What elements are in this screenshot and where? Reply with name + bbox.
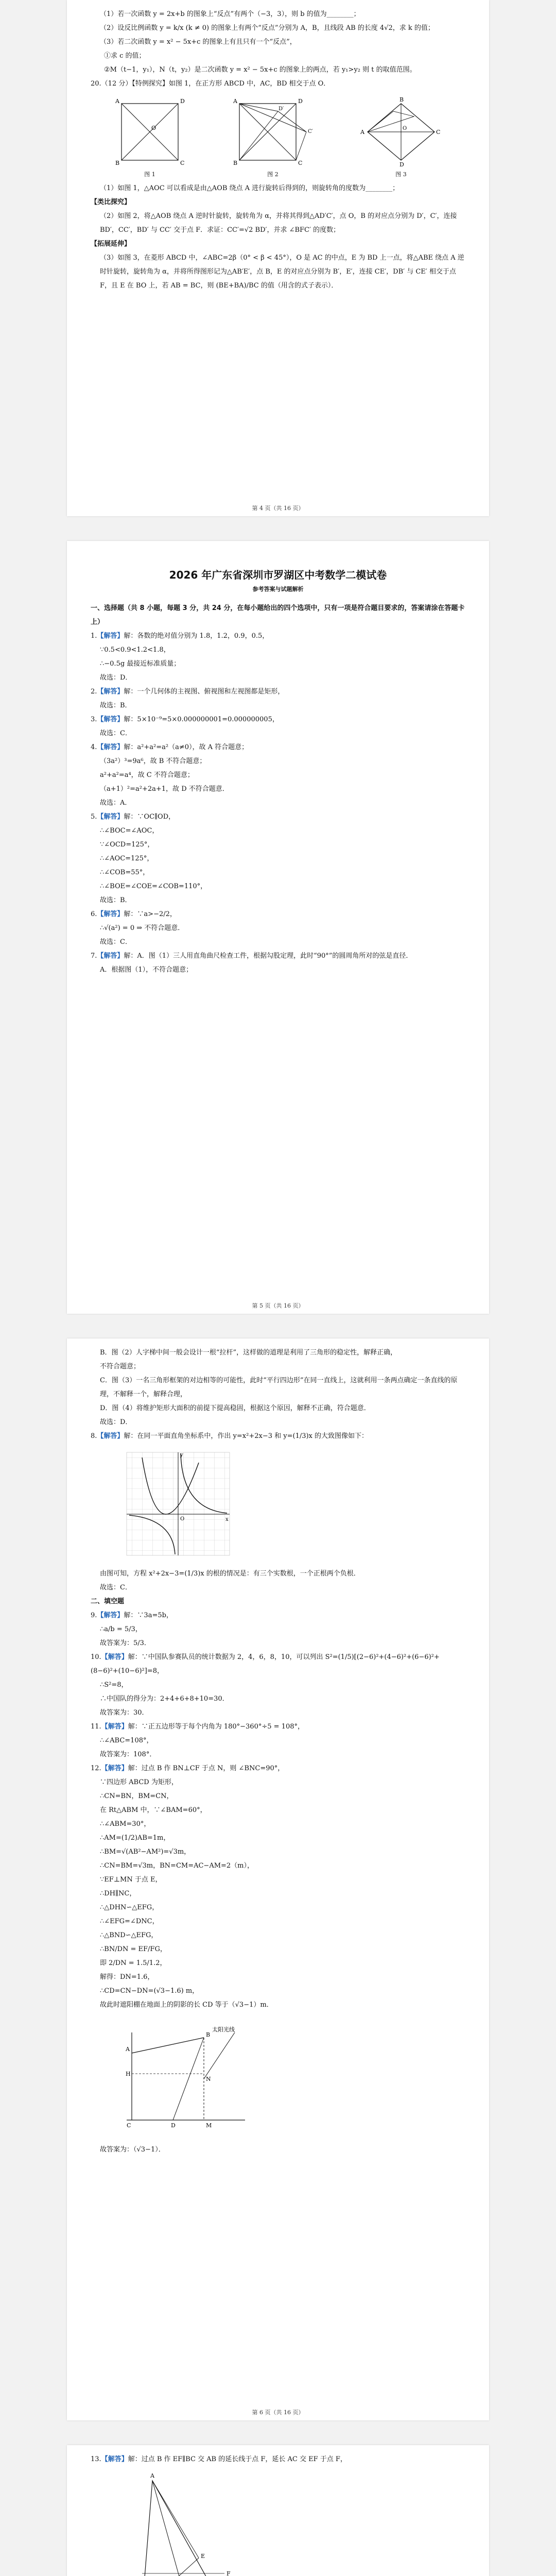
text-line: ∵∠OCD=125°， <box>100 841 154 849</box>
question-answer: 9.【解答】解：∵3a=5b， <box>91 1612 173 1619</box>
answer-list <box>91 2452 465 2466</box>
svg-text:A: A <box>233 98 237 105</box>
square-diagram-2 <box>229 96 317 168</box>
text-line: ∵0.5<0.9<1.2<1.8， <box>100 646 170 654</box>
svg-text:C: C <box>180 160 185 166</box>
text-line: 故选：C． <box>100 1584 132 1591</box>
text-line: 故答案为：30． <box>100 1709 149 1717</box>
svg-text:E: E <box>201 2553 205 2560</box>
text-line: ∴CN=BN，BM=CN， <box>100 1792 173 1800</box>
question-answer: 10.【解答】解：∵中国队参赛队员的统计数据为 2，4，6，8，10，可以列出 S²=(1/5)[(2−6)²+(4−6)²+(6−6)²+(8−6)²+(10−6)²]=8， <box>91 1653 440 1675</box>
svg-text:F: F <box>227 2570 231 2576</box>
rhombus-diagram-3 <box>357 96 445 168</box>
svg-text:D: D <box>298 98 303 105</box>
text-line: ∴∠EFG=∠DNC， <box>100 1918 159 1925</box>
text-line: ∴∠AOC=125°， <box>100 855 154 862</box>
svg-text:B: B <box>399 96 404 103</box>
svg-text:O: O <box>180 1516 185 1522</box>
point-label: B <box>206 2031 211 2038</box>
text-line: ∴CN=BM=√3m，BN=CM=AC−AM=2（m）， <box>100 1862 254 1870</box>
question-answer: 1.【解答】解：各数的绝对值分别为 1.8，1.2，0.9，0.5， <box>91 632 269 640</box>
text-line: C．图（3）一名三角形框架的对边相等的可能性，此时“平行四边形”在同一直线上，这就利用一条两点确定一条直线的原理，不解释一个，解释合理， <box>100 1377 458 1398</box>
text-line: ∴△BND∽△EFG， <box>100 1931 158 1939</box>
answer-list <box>91 2143 465 2157</box>
text-line: （2）如图 2，将△AOB 绕点 A 逆时针旋转，旋转角为 α，并将其得到△AD′C′，点 O，B 的对应点分别为 D′，C′，连接 BD′，CC′，BD′ 与 CC′ 交于点 F．求证：CC′=√2 BD′，并求 ∠BFC′ 的度数； <box>100 212 457 234</box>
svg-text:B: B <box>233 160 238 166</box>
page-footer: 第 5 页（共 16 页） <box>252 1302 304 1309</box>
text-line: ∴∠ABM=30°， <box>100 1820 151 1828</box>
parabola-graph <box>121 1447 465 1563</box>
text-line: ∵四边形 ABCD 为矩形， <box>100 1778 178 1786</box>
text-line: 故选：B． <box>100 702 132 709</box>
text-line: ∴√(a²) = 0 ⇒ 不符合题意． <box>100 924 185 932</box>
text-line: ∴BN/DN = EF/FG， <box>100 1945 167 1953</box>
text-line: （1）如图 1，△AOC 可以看成是由△AOB 绕点 A 进行旋转后得到的，则旋转角的度数为________； <box>100 184 399 192</box>
parabola-graph-svg <box>121 1447 235 1561</box>
text-line: ∴−0.5g 最接近标准质量； <box>100 660 181 668</box>
text-line: B．图（2）人字梯中间一般会设计一根“拉杆”，这样做的道理是利用了三角形的稳定性，解释正确， <box>100 1349 397 1357</box>
answer-list <box>91 1346 465 1443</box>
text-line: ②M（t−1，y₁），N（t，y₂）是二次函数 y = x² − 5x+c 的图象上的两点，若 y₁>y₂ 则 t 的取值范围。 <box>104 66 416 74</box>
text-line: A．根据图（1），不符合题意； <box>100 966 193 974</box>
svg-text:B: B <box>115 160 120 166</box>
point-label: N <box>206 2076 211 2082</box>
text-line: ∴中国队的得分为：2+4+6+8+10=30． <box>100 1695 229 1703</box>
svg-text:C: C <box>298 160 303 166</box>
section-heading: 【类比探究】 <box>91 198 131 206</box>
page-7 <box>67 2445 489 2576</box>
text-line: 故选：D． <box>100 674 132 682</box>
text-line: ∴S²=8， <box>100 1681 128 1689</box>
text-line: 故选：A． <box>100 799 132 807</box>
text-line: （3a²）³=9a⁶，故 B 不符合题意； <box>100 757 206 765</box>
text-line: 在 Rt△ABM 中，∵∠BAM=60°， <box>100 1806 207 1814</box>
figure-caption: 图 1 <box>144 171 155 178</box>
text-line: （a+1）²=a²+2a+1，故 D 不符合题意． <box>100 785 229 793</box>
svg-text:D: D <box>399 161 404 168</box>
svg-text:O: O <box>151 125 157 131</box>
question-answer: 11.【解答】解：∵正五边形等于每个内角为 180°−360°÷5 = 108°， <box>91 1723 304 1731</box>
svg-text:D′: D′ <box>279 106 284 112</box>
question-answer: 6.【解答】解：∵a>−2/2， <box>91 910 177 918</box>
answer-list <box>91 601 465 977</box>
text-line: 故此时遮阳棚在地面上的阴影的长 CD 等于（√3−1）m． <box>100 2001 273 2009</box>
text-line: ∴AM=(1/2)AB=1m， <box>100 1834 170 1842</box>
page-4 <box>67 0 489 516</box>
text-line: （3）如图 3，在菱形 ABCD 中，∠ABC=2β（0° < β < 45°），O 是 AC 的中点，E 为 BD 上一点，将△ABE 绕点 A 逆时针旋转，旋转角为 α，并将所得图形记为△AB′E′，点 B，E 的对应点分别为 B′，E′，连接 CE′，DB′ 与 CE′ 相交于点 F，且 E 在 BO 上，若 AB = BC，则 (BE+BA)/BC 的值（用含的式子表示）． <box>100 254 464 290</box>
svg-text:A: A <box>115 98 119 105</box>
text-line: ∴CD=CN−DN=(√3−1.6) m， <box>100 1987 199 1995</box>
figure-1 <box>111 96 188 178</box>
text-line: 故答案为：（√3−1）． <box>100 2146 165 2154</box>
triangle-diagram <box>121 2470 465 2576</box>
figure-caption: 图 2 <box>267 171 279 178</box>
svg-text:D: D <box>180 98 185 105</box>
question-answer: 12.【解答】解：过点 B 作 BN⊥CF 于点 N，则 ∠BNC=90°， <box>91 1765 285 1772</box>
svg-text:y: y <box>180 1452 183 1458</box>
text-line: ①求 c 的值； <box>104 52 146 60</box>
text-line: 二、填空题 <box>91 1598 125 1605</box>
question-answer: 13.【解答】解：过点 B 作 EF∥BC 交 AB 的延长线于点 F，延长 AC 交 EF 于点 F， <box>91 2455 347 2463</box>
question-answer: 8.【解答】解：在同一平面直角坐标系中，作出 y=x²+2x−3 和 y=(1/3)x 的大致图像如下： <box>91 1432 369 1440</box>
svg-text:A: A <box>360 129 364 135</box>
text-line: ∴∠ABC=108°， <box>100 1737 153 1744</box>
text-line: ∴BM=√(AB²−AM²)=√3m， <box>100 1848 191 1856</box>
point-label: C <box>127 2122 131 2129</box>
question-answer: 4.【解答】解：a²+a²=a²（a≠0），故 A 符合题意； <box>91 743 249 751</box>
svg-text:x: x <box>225 1517 229 1522</box>
text-line: （3）若二次函数 y = x² − 5x+c 的图象上有且只有一个“反点”， <box>100 38 297 46</box>
figure-3 <box>357 96 445 178</box>
triangle-diagram-svg <box>121 2470 245 2576</box>
page-footer: 第 4 页（共 16 页） <box>252 505 304 512</box>
square-figures <box>91 96 465 178</box>
point-label: M <box>206 2122 212 2129</box>
page-4-body <box>91 7 465 293</box>
text-line: 故选：C． <box>100 730 132 737</box>
sunlight-label: 太阳光线 <box>212 2026 235 2033</box>
svg-text:A: A <box>150 2472 154 2479</box>
text-line: ∴∠BOC=∠AOC， <box>100 827 159 835</box>
figure-caption: 图 3 <box>395 171 407 178</box>
sunshade-diagram-svg <box>111 2017 255 2136</box>
svg-text:O: O <box>403 126 407 131</box>
point-label: A <box>126 2046 130 2053</box>
text-line: 故选：D． <box>100 1418 132 1426</box>
page-subtitle: 参考答案与试题解析 <box>252 586 304 592</box>
text-line: ∴DH∥NC， <box>100 1890 136 1897</box>
point-label: H <box>126 2071 131 2077</box>
text-line: a²+a²=a⁴，故 C 不符合题意； <box>100 771 194 779</box>
text-line: 不符合题意； <box>100 1363 141 1370</box>
square-diagram-1 <box>111 96 188 168</box>
text-line: 故答案为：5/3． <box>100 1639 151 1647</box>
text-line: 故选：B． <box>100 896 132 904</box>
text-line: ∴a/b = 5/3， <box>100 1625 142 1633</box>
page-title: 2026 年广东省深圳市罗湖区中考数学二模试卷 <box>169 569 387 581</box>
question-answer: 3.【解答】解：5×10⁻⁹=5×0.000000001=0.000000005， <box>91 716 279 723</box>
text-line: （2）设反比例函数 y = k/x (k ≠ 0) 的图象上有两个“反点”分别为 A，B，且线段 AB 的长度 4√2，求 k 的值； <box>100 24 435 32</box>
answer-list <box>91 1567 465 2012</box>
point-label: D <box>171 2122 176 2129</box>
svg-text:C′: C′ <box>308 129 313 134</box>
text-line: （1）若一次函数 y = 2x+b 的图象上“反点”有两个（−3，3），则 b 的值为________； <box>100 10 360 18</box>
page-footer: 第 6 页（共 16 页） <box>252 2409 304 2416</box>
question-answer: 5.【解答】解：∵OC∥OD， <box>91 813 176 821</box>
text-line: 故答案为：108°． <box>100 1751 157 1758</box>
text-line: ∴△DHN∽△EFG， <box>100 1904 159 1911</box>
question-answer: 7.【解答】解：A．图（1）三人用直角曲尺检查工件，根据勾股定理，此时“90°”的圆周角所对的弦是直径． <box>91 952 413 960</box>
question-answer: 2.【解答】解：一个几何体的主视图、俯视图和左视图都是矩形， <box>91 688 285 696</box>
page-6 <box>67 1338 489 2420</box>
svg-text:C: C <box>436 129 441 135</box>
text-line: 即 2/DN = 1.5/1.2， <box>100 1959 167 1967</box>
text-line: ∴∠COB=55°， <box>100 869 150 876</box>
text-line: 一、选择题（共 8 小题，每题 3 分，共 24 分，在每小题给出的四个选项中，只有一项是符合题目要求的，答案请涂在答题卡上） <box>91 604 465 626</box>
text-line: ∴∠BOE=∠COE=∠COB=110°， <box>100 883 207 890</box>
figure-2 <box>229 96 317 178</box>
question-20: 20.（12 分）【特例探究】如图 1，在正方形 ABCD 中，AC，BD 相交于点 O． <box>91 80 331 88</box>
text-line: 由图可知，方程 x²+2x−3=(1/3)x 的根的情况是：有三个实数根，一个正根两个负根． <box>100 1570 360 1578</box>
page-5 <box>67 541 489 1314</box>
text-line: D．图（4）将维护矩形大面积的前提下提高稳固，根据这个原因，解释不正确，符合题意． <box>100 1404 371 1412</box>
shade-diagram <box>111 2017 465 2138</box>
section-heading: 【拓展延伸】 <box>91 240 131 248</box>
text-line: 故选：C． <box>100 938 132 946</box>
text-line: 解得：DN=1.6， <box>100 1973 154 1981</box>
text-line: ∵EF⊥MN 于点 E， <box>100 1876 162 1884</box>
